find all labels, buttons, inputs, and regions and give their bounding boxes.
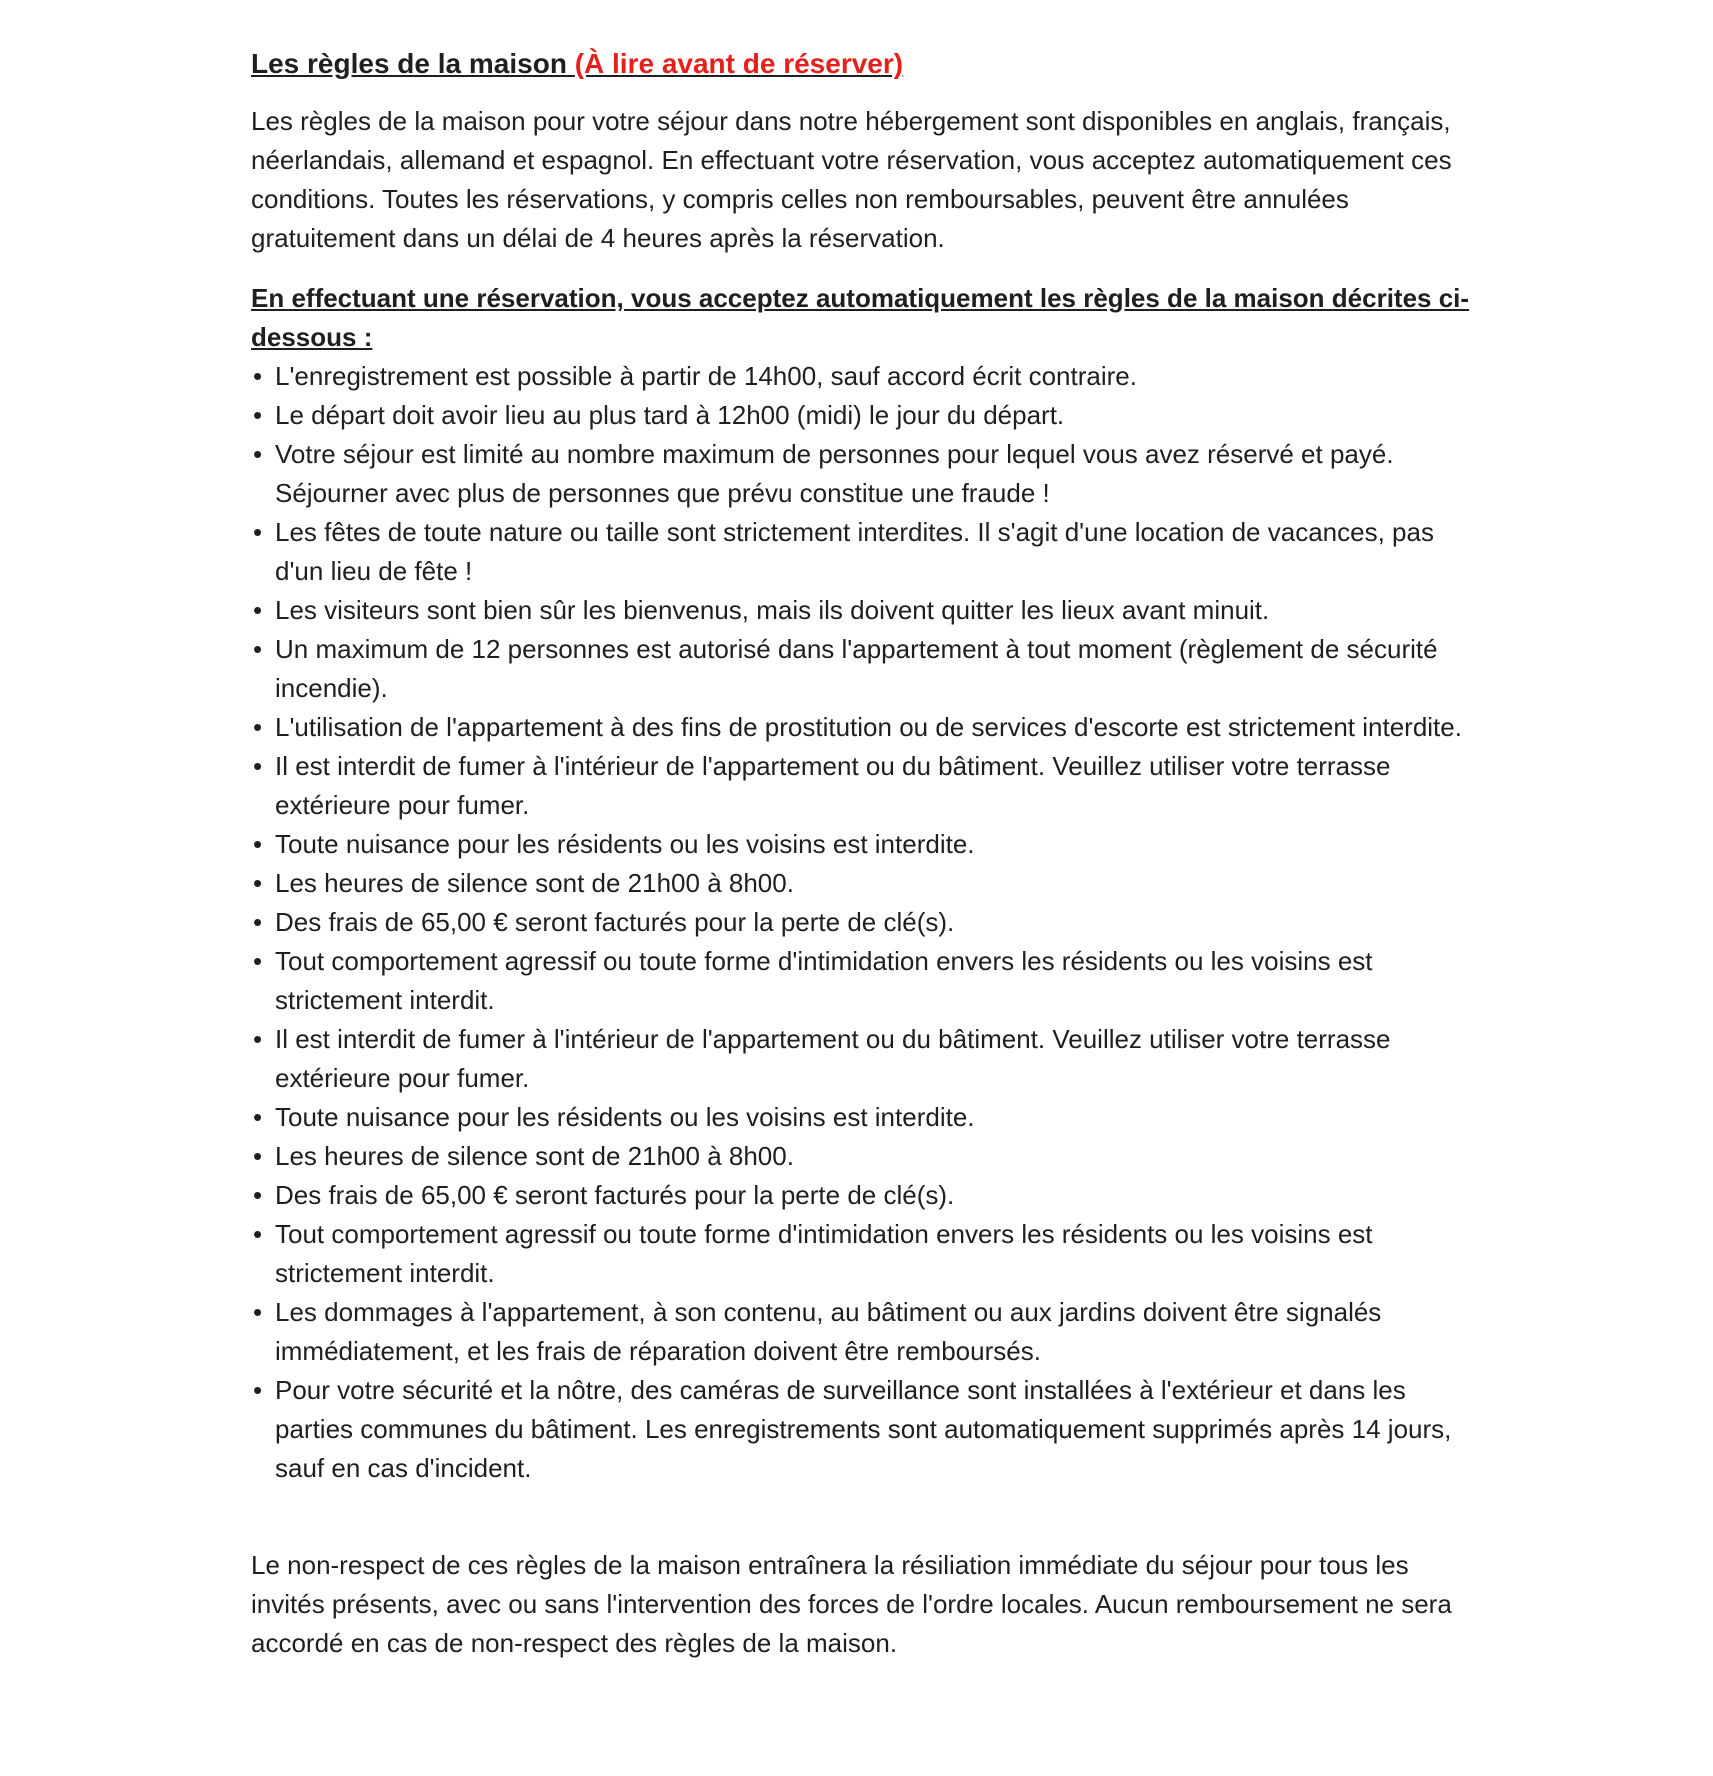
rule-text: Pour votre sécurité et la nôtre, des caméras de surveillance sont installées à l'extérieur et dans les parties communes du bâtiment. Les enregistrements sont automatiquement supprimés après 14 jours, sauf en cas d'incident. (275, 1375, 1452, 1483)
rule-text: Des frais de 65,00 € seront facturés pour la perte de clé(s). (275, 1180, 955, 1210)
rule-item (251, 942, 1481, 1020)
rule-item (251, 1371, 1481, 1488)
rule-item (251, 1215, 1481, 1293)
bullet-icon: • (253, 1297, 263, 1327)
rule-item (251, 825, 1481, 864)
rule-item (251, 357, 1481, 396)
rule-text: Tout comportement agressif ou toute forme d'intimidation envers les résidents ou les voisins est strictement interdit. (275, 946, 1373, 1015)
bullet-icon: • (253, 634, 263, 664)
bullet-icon: • (253, 712, 263, 742)
document-content (251, 44, 1481, 1663)
intro-paragraph: Les règles de la maison pour votre séjour dans notre hébergement sont disponibles en anglais, français, néerlandais, allemand et espagnol. En effectuant votre réservation, vous acceptez automatiquement ces conditions. Toutes les réservations, y compris celles non remboursables, peuvent être annulées gratuitement dans un délai de 4 heures après la réservation. (251, 106, 1452, 253)
rule-text: L'enregistrement est possible à partir de 14h00, sauf accord écrit contraire. (275, 361, 1137, 391)
rule-item (251, 591, 1481, 630)
page-title (251, 44, 1481, 84)
rule-text: Le départ doit avoir lieu au plus tard à 12h00 (midi) le jour du départ. (275, 400, 1065, 430)
rule-text: L'utilisation de l'appartement à des fins de prostitution ou de services d'escorte est strictement interdite. (275, 712, 1462, 742)
bullet-icon: • (253, 1141, 263, 1171)
rule-text: Les heures de silence sont de 21h00 à 8h00. (275, 868, 794, 898)
rule-text: Un maximum de 12 personnes est autorisé dans l'appartement à tout moment (règlement de sécurité incendie). (275, 634, 1438, 703)
bullet-icon: • (253, 361, 263, 391)
rule-item (251, 513, 1481, 591)
rule-text: Les fêtes de toute nature ou taille sont strictement interdites. Il s'agit d'une location de vacances, pas d'un lieu de fête ! (275, 517, 1434, 586)
rule-item (251, 1176, 1481, 1215)
rule-item (251, 396, 1481, 435)
rule-item (251, 630, 1481, 708)
title-accent: (À lire avant de réserver) (574, 48, 904, 79)
bullet-icon: • (253, 868, 263, 898)
rule-text: Les dommages à l'appartement, à son contenu, au bâtiment ou aux jardins doivent être signalés immédiatement, et les frais de réparation doivent être remboursés. (275, 1297, 1382, 1366)
rule-item (251, 903, 1481, 942)
rule-item (251, 1137, 1481, 1176)
bullet-icon: • (253, 751, 263, 781)
rule-item (251, 708, 1481, 747)
rule-item (251, 747, 1481, 825)
bullet-icon: • (253, 439, 263, 469)
rule-item (251, 1020, 1481, 1098)
rule-text: Il est interdit de fumer à l'intérieur de l'appartement ou du bâtiment. Veuillez utiliser votre terrasse extérieure pour fumer. (275, 751, 1391, 820)
bullet-icon: • (253, 1102, 263, 1132)
bullet-icon: • (253, 1219, 263, 1249)
bullet-icon: • (253, 1024, 263, 1054)
rule-text: Des frais de 65,00 € seront facturés pour la perte de clé(s). (275, 907, 955, 937)
bullet-icon: • (253, 517, 263, 547)
rule-text: Tout comportement agressif ou toute forme d'intimidation envers les résidents ou les voisins est strictement interdit. (275, 1219, 1373, 1288)
bullet-icon: • (253, 946, 263, 976)
rules-list (251, 357, 1481, 1488)
title-main: Les règles de la maison (251, 48, 567, 79)
bullet-icon: • (253, 829, 263, 859)
rule-text: Les visiteurs sont bien sûr les bienvenus, mais ils doivent quitter les lieux avant minuit. (275, 595, 1270, 625)
rule-item (251, 1293, 1481, 1371)
rule-text: Votre séjour est limité au nombre maximum de personnes pour lequel vous avez réservé et payé. Séjourner avec plus de personnes que prévu constitue une fraude ! (275, 439, 1394, 508)
rules-heading: En effectuant une réservation, vous acceptez automatiquement les règles de la maison décrites ci-dessous : (251, 283, 1470, 352)
closing-paragraph: Le non-respect de ces règles de la maison entraînera la résiliation immédiate du séjour pour tous les invités présents, avec ou sans l'intervention des forces de l'ordre locales. Aucun remboursement ne sera accordé en cas de non-respect des règles de la maison. (251, 1550, 1452, 1658)
rule-text: Il est interdit de fumer à l'intérieur de l'appartement ou du bâtiment. Veuillez utiliser votre terrasse extérieure pour fumer. (275, 1024, 1391, 1093)
bullet-icon: • (253, 907, 263, 937)
rule-text: Les heures de silence sont de 21h00 à 8h00. (275, 1141, 794, 1171)
bullet-icon: • (253, 400, 263, 430)
rule-item (251, 435, 1481, 513)
rule-item (251, 864, 1481, 903)
rule-text: Toute nuisance pour les résidents ou les voisins est interdite. (275, 829, 975, 859)
rule-text: Toute nuisance pour les résidents ou les voisins est interdite. (275, 1102, 975, 1132)
bullet-icon: • (253, 1180, 263, 1210)
bullet-icon: • (253, 595, 263, 625)
bullet-icon: • (253, 1375, 263, 1405)
rule-item (251, 1098, 1481, 1137)
